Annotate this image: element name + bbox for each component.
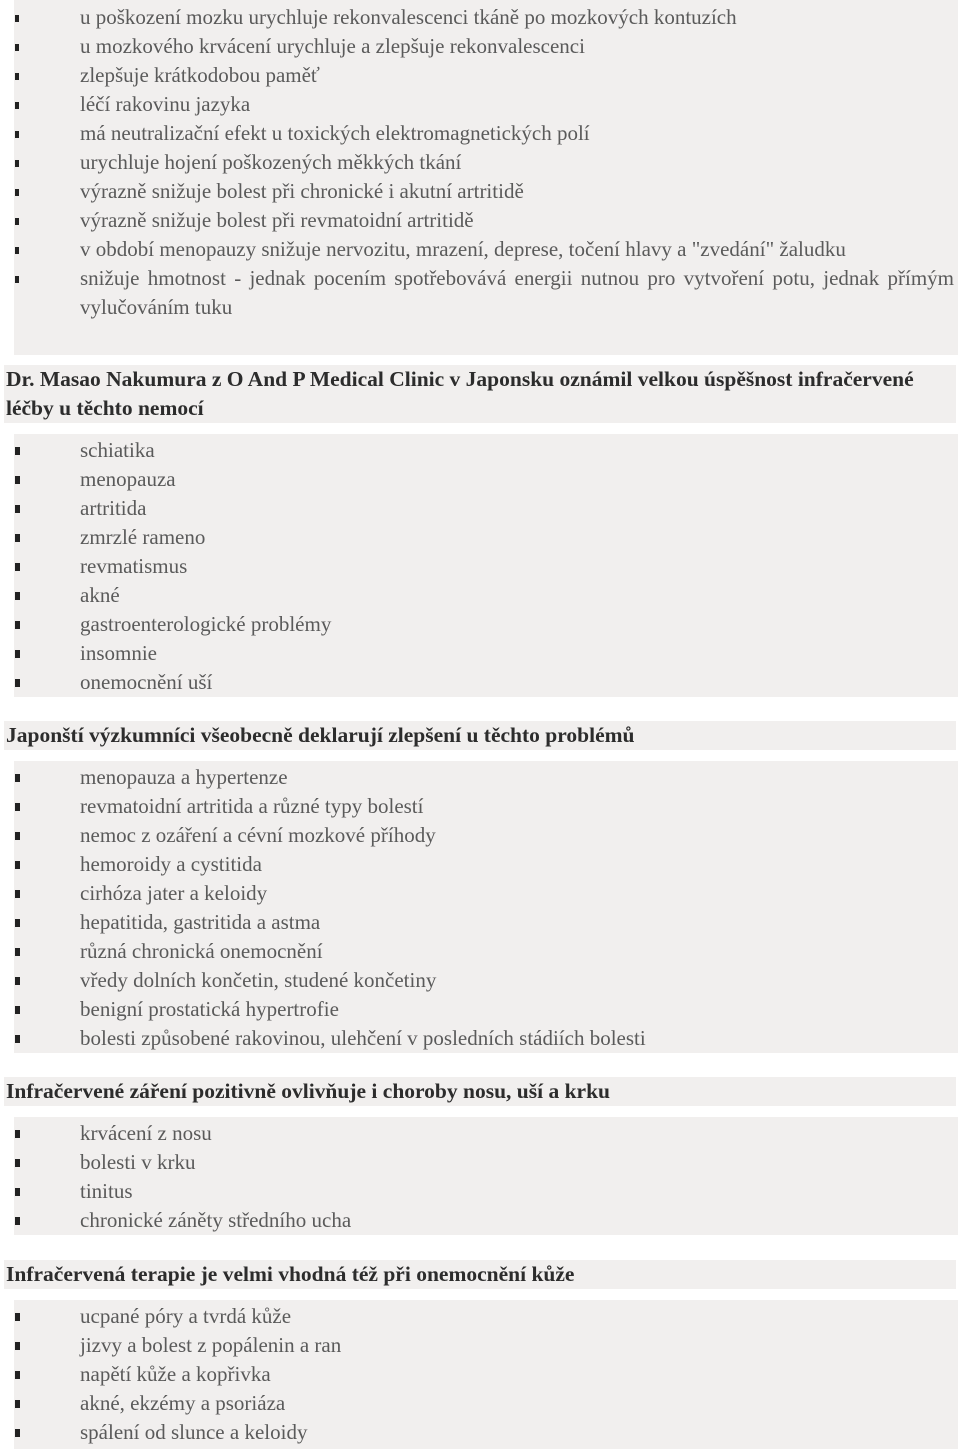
bullet-icon [15, 247, 19, 254]
list-item: benigní prostatická hypertrofie [14, 995, 958, 1024]
list-item: snižuje hmotnost - jednak pocením spotřebovává energii nutnou pro vytvoření potu, jednak přímým vylučováním tuku [14, 264, 958, 322]
bullet-icon [15, 1006, 20, 1014]
list-item: léčí rakovinu jazyka [14, 90, 958, 119]
bullet-icon [15, 534, 20, 542]
bullet-icon [15, 621, 20, 629]
bullet-icon [15, 1400, 20, 1408]
ent-list [14, 1119, 958, 1235]
list-item: onemocnění uší [14, 668, 958, 697]
bullet-icon [15, 832, 20, 840]
bullet-icon [15, 803, 20, 811]
bullet-icon [15, 1159, 20, 1167]
bullet-icon [15, 977, 20, 985]
list-item: ucpané póry a tvrdá kůže [14, 1302, 958, 1331]
list-item: výrazně snižuje bolest při chronické i akutní artritidě [14, 177, 958, 206]
bullet-icon [15, 1130, 20, 1138]
bullet-icon [15, 563, 20, 571]
list-item: spálení od slunce a keloidy [14, 1418, 958, 1447]
bullet-icon [15, 505, 20, 513]
skin-list-box [14, 1300, 958, 1449]
list-item: urychluje hojení poškozených měkkých tkání [14, 148, 958, 177]
list-item: menopauza a hypertenze [14, 763, 958, 792]
list-item: hemoroidy a cystitida [14, 850, 958, 879]
list-item: menopauza [14, 465, 958, 494]
list-item: revmatismus [14, 552, 958, 581]
section-heading-skin: Infračervená terapie je velmi vhodná též při onemocnění kůže [4, 1260, 956, 1289]
bullet-icon [15, 890, 20, 898]
nakumura-list-box [14, 434, 958, 697]
section-heading-japanese-research: Japonští výzkumníci všeobecně deklarují zlepšení u těchto problémů [4, 721, 956, 750]
bullet-icon [15, 1313, 20, 1321]
list-item: u mozkového krvácení urychluje a zlepšuje rekonvalescenci [14, 32, 958, 61]
list-item: zmrzlé rameno [14, 523, 958, 552]
effects-list-box [14, 0, 958, 355]
bullet-icon [15, 276, 19, 283]
bullet-icon [15, 131, 19, 138]
list-item: vředy dolních končetin, studené končetiny [14, 966, 958, 995]
section-heading-ent: Infračervené záření pozitivně ovlivňuje i choroby nosu, uší a krku [4, 1077, 956, 1106]
list-item: bolesti způsobené rakovinou, ulehčení v posledních stádiích bolesti [14, 1024, 958, 1053]
list-item: zlepšuje krátkodobou paměť [14, 61, 958, 90]
list-item: v období menopauzy snižuje nervozitu, mrazení, deprese, točení hlavy a "zvedání" žaludku [14, 235, 958, 264]
bullet-icon [15, 948, 20, 956]
list-item: bolesti v krku [14, 1148, 958, 1177]
bullet-icon [15, 774, 20, 782]
bullet-icon [15, 189, 19, 196]
skin-list [14, 1302, 958, 1447]
list-item: akné [14, 581, 958, 610]
list-item: chronické záněty středního ucha [14, 1206, 958, 1235]
list-item: gastroenterologické problémy [14, 610, 958, 639]
bullet-icon [15, 447, 20, 455]
bullet-icon [15, 650, 20, 658]
section-heading-nakumura: Dr. Masao Nakumura z O And P Medical Clinic v Japonsku oznámil velkou úspěšnost infračervené léčby u těchto nemocí [4, 365, 956, 423]
bullet-icon [15, 44, 19, 51]
bullet-icon [15, 1188, 20, 1196]
list-item: má neutralizační efekt u toxických elektromagnetických polí [14, 119, 958, 148]
list-item: hepatitida, gastritida a astma [14, 908, 958, 937]
list-item: revmatoidní artritida a různé typy bolestí [14, 792, 958, 821]
bullet-icon [15, 1035, 20, 1043]
list-item: nemoc z ozáření a cévní mozkové příhody [14, 821, 958, 850]
list-item: krvácení z nosu [14, 1119, 958, 1148]
list-item: schiatika [14, 436, 958, 465]
list-item: tinitus [14, 1177, 958, 1206]
japanese-research-list [14, 763, 958, 1053]
list-item: akné, ekzémy a psoriáza [14, 1389, 958, 1418]
bullet-icon [15, 1429, 20, 1437]
list-item: napětí kůže a kopřivka [14, 1360, 958, 1389]
effects-list [14, 3, 958, 322]
bullet-icon [15, 160, 19, 167]
list-item: různá chronická onemocnění [14, 937, 958, 966]
bullet-icon [15, 102, 19, 109]
bullet-icon [15, 1342, 20, 1350]
bullet-icon [15, 73, 19, 80]
bullet-icon [15, 1371, 20, 1379]
japanese-research-list-box [14, 761, 958, 1053]
list-item: u poškození mozku urychluje rekonvalescenci tkáně po mozkových kontuzích [14, 3, 958, 32]
ent-list-box [14, 1117, 958, 1235]
nakumura-list [14, 436, 958, 697]
list-item: cirhóza jater a keloidy [14, 879, 958, 908]
bullet-icon [15, 679, 20, 687]
bullet-icon [15, 1217, 20, 1225]
bullet-icon [15, 15, 19, 22]
list-item: artritida [14, 494, 958, 523]
bullet-icon [15, 919, 20, 927]
bullet-icon [15, 218, 19, 225]
list-item: jizvy a bolest z popálenin a ran [14, 1331, 958, 1360]
list-item: insomnie [14, 639, 958, 668]
bullet-icon [15, 861, 20, 869]
bullet-icon [15, 592, 20, 600]
list-item: výrazně snižuje bolest při revmatoidní artritidě [14, 206, 958, 235]
bullet-icon [15, 476, 20, 484]
